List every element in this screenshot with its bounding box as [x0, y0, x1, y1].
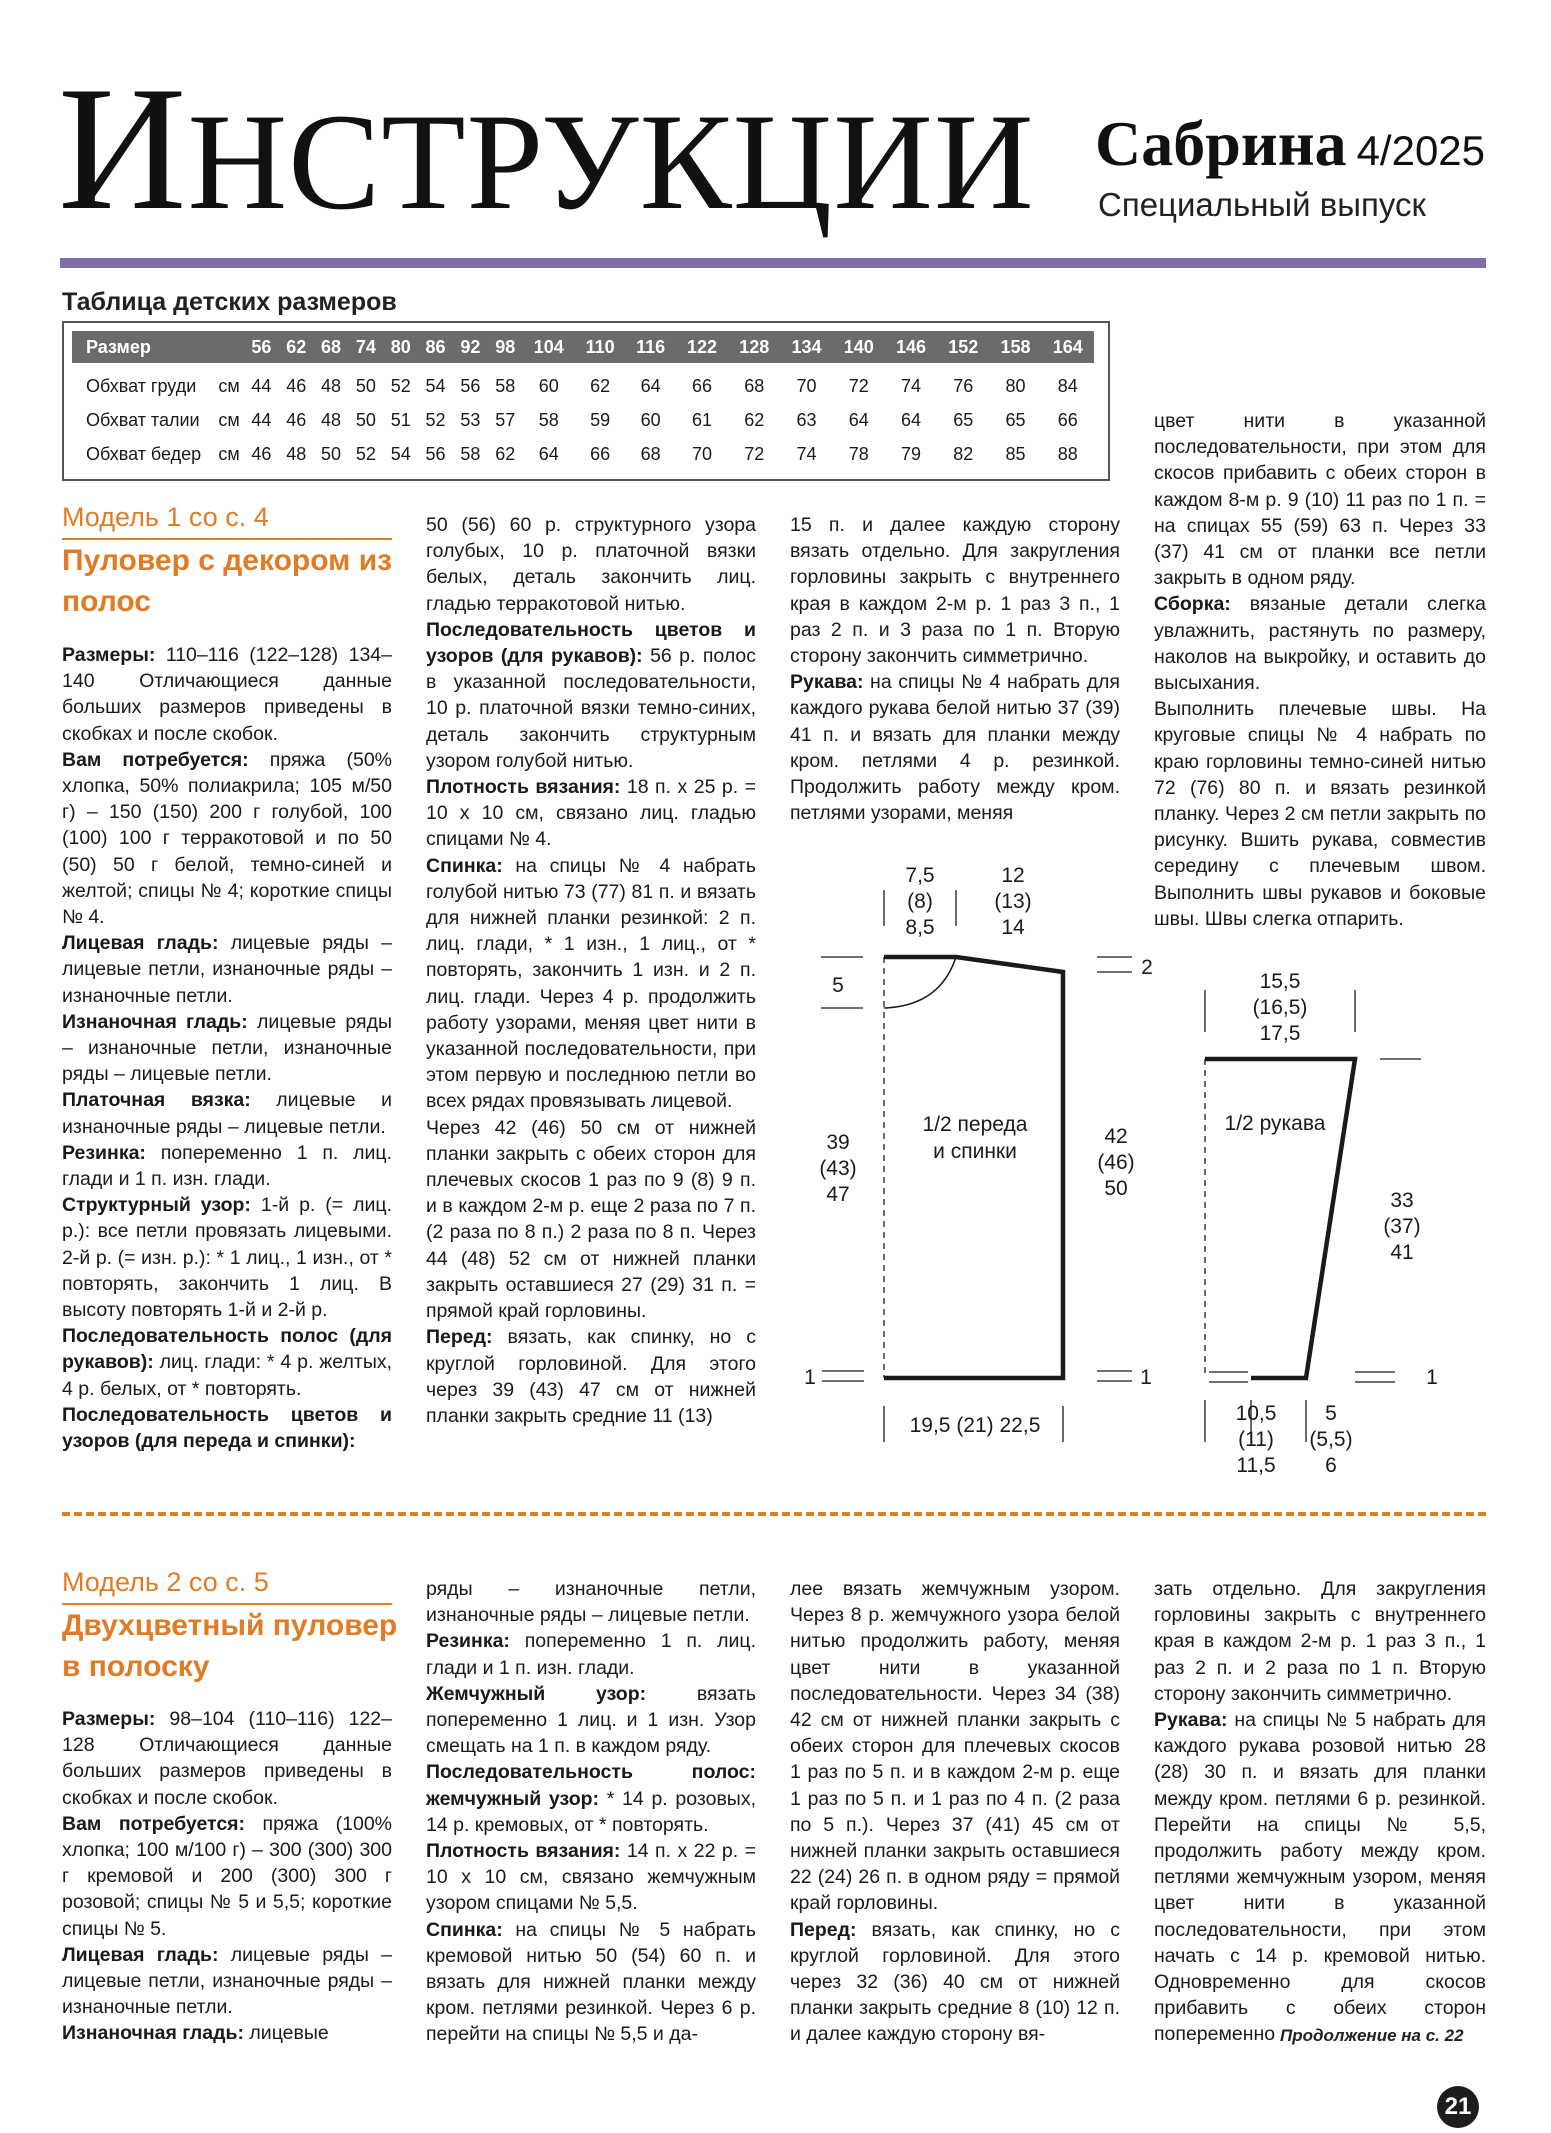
size-header-cell: 62	[279, 331, 314, 363]
measurement-value: 48	[286, 443, 307, 464]
unit-label: см	[218, 409, 240, 430]
model2-column-4	[1154, 1576, 1486, 2048]
measurement-value: 48	[321, 409, 342, 430]
shoulder-width-3: 14	[1001, 916, 1025, 939]
paragraph-text: цвет нити в указанной последовательности, при этом для скосов прибавить с обеих сторон в каждом 8-м р. 9 (10) 11 раз по 1 п. = на спицах 55 (59) 63 п. Через 33 (37) 41 см от планки все петли закрыть в одном ряду.	[1154, 410, 1486, 590]
measurement-value: 64	[640, 375, 661, 396]
size-table-heading: Таблица детских размеров	[62, 288, 397, 316]
measurement-value: 58	[538, 409, 559, 430]
side-left-2: (43)	[819, 1157, 857, 1180]
shoulder-width-1: 12	[1001, 864, 1025, 887]
paragraph-text: * 14 р. розовых, 14 р. кремовых, от * повторять.	[426, 1787, 756, 1836]
measurement-value: 56	[460, 375, 481, 396]
hem-mark-right: 1	[1140, 1366, 1152, 1389]
sleeve-bottom-1: 10,5	[1235, 1402, 1277, 1425]
measurement-value: 65	[1005, 409, 1026, 430]
paragraph-text: 14 п. х 22 р. = 10 х 10 см, связано жемчужным узором спицами № 5,5.	[426, 1840, 756, 1915]
size-header-label: Размер	[72, 331, 214, 363]
measurement-value: 48	[321, 375, 342, 396]
measurement-value: 74	[900, 375, 922, 396]
measurement-value: 72	[744, 443, 765, 464]
paragraph-text: 56 р. полос в указанной последовательности, 10 р. платочной вязки темно-синих, деталь закончить структурным узором голубой нитью.	[426, 645, 757, 772]
measurement-value: 44	[251, 409, 272, 430]
paragraph-text: вязать, как спинку, но с круглой горловиной. Для этого через 39 (43) 47 см от нижней планки закрыть средние 11 (13)	[426, 1326, 756, 1427]
measurement-value: 64	[538, 443, 559, 464]
paragraph-text: Выполнить плечевые швы. На круговые спицы № 4 набрать по краю горловины темно-синей нитью 72 (76) 80 п. и вязать резинкой планку. Через 2 см петли закрыть по рисунку. Вшить рукава, совместив середину с плечевым швом. Выполнить швы рукавов и боковые швы. Швы слегка отпарить.	[1154, 698, 1486, 930]
sleeve-length-1: 33	[1390, 1189, 1414, 1212]
measurement-value: 51	[390, 409, 411, 430]
measurement-value: 57	[495, 409, 516, 430]
paragraph-text: 110–116 (122–128) 134–140 Отличающиеся данные больших размеров приведены в скобках и после скобок.	[62, 644, 392, 745]
paragraph-text: лицевые	[244, 2022, 329, 2045]
paragraph-text: пряжа (100% хлопка; 100 м/100 г) – 300 (300) 300 г кремовой и 200 (300) 300 г розовой; спицы № 5 и 5,5; короткие спицы № 5.	[62, 1812, 393, 1940]
paragraph-label: Платочная вязка:	[62, 1089, 251, 1112]
measurement-value: 64	[900, 409, 922, 430]
measurement-value: 46	[286, 375, 307, 396]
paragraph-label: Рукава:	[790, 671, 864, 694]
measurement-value: 50	[321, 443, 342, 464]
shoulder-width-2: (13)	[994, 890, 1032, 913]
measurement-value: 52	[425, 409, 446, 430]
paragraph-label: Последовательность полос: жемчужный узор:	[426, 1761, 756, 1810]
paragraph-text: 1-й р. (= лиц. р.): все петли провязать лицевыми. 2-й р. (= изн. р.): * 1 лиц., 1 изн., от * повторять, закончить 1 лиц. В высоту повторять 1-й и 2-й р.	[62, 1194, 393, 1322]
paragraph-text: 50 (56) 60 р. структурного узора голубых, 10 р. платочной вязки белых, деталь закончить лиц. гладью терракотовой нитью.	[426, 514, 756, 615]
paragraph-label: Сборка:	[1154, 593, 1231, 616]
paragraph-label: Резинка:	[62, 1141, 146, 1164]
shoulder-drop: 2	[1141, 956, 1153, 979]
paragraph-label: Лицевая гладь:	[62, 932, 219, 955]
measurement-value: 54	[425, 375, 446, 396]
measurement-value: 78	[848, 443, 869, 464]
unit-label: см	[218, 375, 240, 396]
size-header-cell: 110	[575, 331, 626, 363]
section-divider	[62, 1512, 1486, 1516]
paragraph-text: лицевые ряды – изнаночные петли, изнаночные ряды – лицевые петли.	[62, 1010, 392, 1086]
size-header-cell: 122	[676, 331, 728, 363]
size-header-cell: 164	[1042, 331, 1094, 363]
side-right-2: (46)	[1097, 1151, 1135, 1174]
measurement-value: 64	[848, 409, 869, 430]
paragraph-text: вязаные детали слегка увлажнить, растянуть по размеру, наколов на выкройку, и оставить до высыхания.	[1154, 593, 1486, 695]
size-header-cell: 116	[625, 331, 676, 363]
measurement-value: 52	[355, 443, 376, 464]
side-left-1: 39	[826, 1131, 850, 1154]
measurement-value: 58	[495, 375, 516, 396]
neck-width-3: 8,5	[905, 916, 935, 939]
measurement-value: 68	[640, 443, 661, 464]
instruction-paragraph	[426, 1576, 756, 1628]
paragraph-text: Через 42 (46) 50 см от нижней планки закрыть с обеих сторон для плечевых скосов 1 раз по 9 (8) 9 п. и в каждом 2-м р. еще 2 раза по 7 п. (2 раза по 8 п.) 2 раза по 8 п. Через 44 (48) 52 см от нижней планки закрыть оставшиеся 27 (29) 31 п. = прямой край горловины.	[426, 1116, 756, 1323]
paragraph-label: Последовательность цветов и узоров (для рукавов):	[426, 618, 756, 668]
paragraph-label: Последовательность полос (для рукавов):	[62, 1325, 392, 1374]
paragraph-label: Размеры:	[62, 1708, 156, 1730]
measurement-value: 85	[1005, 443, 1026, 464]
measurement-value: 74	[796, 443, 817, 464]
sleeve-length-3: 41	[1390, 1241, 1414, 1264]
model1-title: Пуловер с декором из полос	[62, 544, 393, 618]
page-title: ИНСТРУКЦИИ	[58, 49, 1035, 247]
size-header-cell: 152	[937, 331, 989, 363]
measurement-value: 65	[953, 409, 974, 430]
continued-note: Продолжение на с. 22	[1280, 2026, 1464, 2045]
paragraph-label: Рукава:	[1154, 1709, 1228, 1732]
measurement-value: 62	[744, 409, 765, 430]
paragraph-text: лее вязать жемчужным узором. Через 8 р. жемчужного узора белой нитью продолжить работу, меняя цвет нити в указанной последовательности. Через 34 (38) 42 см от нижней планки закрыть с обеих сторон для плечевых скосов 1 раз по 5 п. и в каждом 2-м р. еще 1 раз по 5 п. и 1 раз по 4 п. (2 раза по 5 п.). Через 37 (41) 45 см от нижней планки закрыть оставшиеся 22 (24) 26 п. в одном ряду = прямой край горловины.	[790, 1578, 1120, 1915]
instruction-paragraph	[426, 1681, 756, 1760]
paragraph-label: Резинка:	[426, 1630, 510, 1653]
paragraph-label: Спинка:	[426, 854, 503, 877]
unit-label: см	[218, 443, 240, 464]
instruction-paragraph	[790, 1576, 1120, 1917]
size-header-cell: 98	[488, 331, 523, 363]
page-number: 21	[1437, 2086, 1479, 2128]
size-header-cell: 80	[383, 331, 418, 363]
paragraph-label: Вам потребуется:	[62, 1812, 246, 1835]
measurement-value: 46	[286, 409, 307, 430]
sleeve-top-1: 15,5	[1259, 970, 1301, 993]
paragraph-label: Изнаночная гладь:	[62, 1010, 248, 1033]
paragraph-label: Структурный узор:	[62, 1194, 251, 1217]
paragraph-label: Вам потребуется:	[62, 748, 249, 771]
measurement-value: 80	[1005, 375, 1026, 396]
sleeve-hem-mark: 1	[1426, 1366, 1438, 1389]
paragraph-label: Размеры:	[62, 644, 156, 666]
magazine-subtitle: Специальный выпуск	[1098, 186, 1426, 223]
paragraph-text: ряды – изнаночные петли, изнаночные ряды – лицевые петли.	[426, 1578, 756, 1627]
side-right-1: 42	[1104, 1125, 1128, 1148]
measurement-value: 44	[251, 375, 272, 396]
paragraph-label: Перед:	[426, 1326, 493, 1349]
measurement-value: 62	[495, 443, 516, 464]
measurement-value: 59	[590, 409, 611, 430]
paragraph-text: 98–104 (110–116) 122–128 Отличающиеся данные больших размеров приведены в скобках и после скобок.	[62, 1708, 392, 1809]
measurement-value: 66	[1057, 409, 1078, 430]
model1-reference: Модель 1 со с. 4	[62, 502, 269, 532]
measurement-value: 50	[355, 409, 376, 430]
paragraph-text: 18 п. х 25 р. = 10 х 10 см, связано лиц. гладью спицами № 4.	[426, 776, 756, 851]
measurement-value: 46	[251, 443, 272, 464]
body-piece-outline	[884, 957, 1063, 1378]
paragraph-text: вязать попеременно 1 лиц. и 1 изн. Узор смещать на 1 п. в каждом ряду.	[426, 1682, 756, 1758]
instruction-paragraph	[426, 1838, 756, 1917]
size-header-cell: 128	[728, 331, 780, 363]
paragraph-text: лиц. глади: * 4 р. желтых, 4 р. белых, от * повторять.	[62, 1351, 392, 1400]
front-neckline-curve	[884, 957, 956, 1008]
measurement-value: 84	[1057, 375, 1078, 396]
size-header-cell: 140	[833, 331, 885, 363]
paragraph-text: 15 п. и далее каждую сторону вязать отдельно. Для закругления горловины закрыть с внутреннего края в каждом 2-м р. 1 раз 3 п., 1 раз 2 п. и 3 раза по 1 п. Вторую сторону закончить симметрично.	[790, 514, 1120, 668]
instruction-paragraph	[1154, 1707, 1486, 2048]
paragraph-text: лицевые ряды – лицевые петли, изнаночные ряды – изнаночные петли.	[62, 932, 392, 1007]
body-label-line1: 1/2 переда	[922, 1113, 1028, 1136]
model2-reference: Модель 2 со с. 5	[62, 1567, 269, 1597]
paragraph-label: Перед:	[790, 1918, 857, 1941]
sleeve-bottom-2: (11)	[1238, 1428, 1274, 1451]
measurement-value: 88	[1057, 443, 1078, 464]
paragraph-label: Лицевая гладь:	[62, 1943, 219, 1966]
model2-column-1	[62, 1706, 392, 2047]
sleeve-inc-2: (5,5)	[1309, 1428, 1353, 1451]
size-header-cell: 158	[989, 331, 1041, 363]
measurement-label: Обхват бедер	[86, 443, 202, 464]
measurement-value: 60	[640, 409, 661, 430]
measurement-label: Обхват талии	[86, 409, 200, 430]
instruction-paragraph	[62, 1942, 392, 2021]
size-header-cell: 146	[885, 331, 937, 363]
instruction-paragraph	[426, 1917, 756, 2048]
measurement-value: 56	[425, 443, 446, 464]
sleeve-bottom-3: 11,5	[1236, 1454, 1276, 1477]
side-right-3: 50	[1104, 1177, 1128, 1200]
paragraph-text: лицевые ряды – лицевые петли, изнаночные ряды – изнаночные петли.	[62, 1943, 392, 2019]
measurement-value: 66	[691, 375, 713, 396]
instruction-paragraph	[62, 1706, 392, 1811]
size-header-cell: 86	[418, 331, 453, 363]
instruction-paragraph	[1154, 1576, 1486, 1707]
measurement-value: 82	[953, 443, 974, 464]
paragraph-text: пряжа (50% хлопка, 50% полиакрила; 105 м/50 г) – 150 (150) 200 г голубой, 100 (100) 100 г терракотовой и по 50 (50) 50 г белой, темно-синей и желтой; спицы № 4; короткие спицы № 4.	[62, 748, 392, 929]
measurement-value: 52	[390, 375, 411, 396]
instruction-paragraph	[790, 1917, 1120, 2048]
paragraph-text: вязать, как спинку, но с круглой горловиной. Для этого через 32 (36) 40 см от нижней планки закрыть средние 8 (10) 12 п. и далее каждую сторону вя-	[790, 1918, 1120, 2046]
paragraph-label: Жемчужный узор:	[426, 1682, 647, 1705]
body-label-line2: и спинки	[933, 1140, 1017, 1163]
neck-width-1: 7,5	[905, 864, 935, 887]
measurement-value: 79	[900, 443, 922, 464]
sleeve-length-2: (37)	[1383, 1215, 1421, 1238]
neck-width-2: (8)	[907, 890, 933, 913]
side-left-3: 47	[826, 1183, 850, 1206]
paragraph-text: зать отдельно. Для закругления горловины закрыть с внутреннего края в каждом 2-м р. 1 раз 3 п., 1 раз 2 п. и 2 раза по 1 п. Вторую сторону закончить симметрично.	[1154, 1578, 1486, 1705]
measurement-value: 62	[590, 375, 611, 396]
size-header-cell: 74	[348, 331, 383, 363]
paragraph-label: Плотность вязания:	[426, 776, 621, 799]
measurement-value: 61	[691, 409, 713, 430]
paragraph-text: на спицы № 4 набрать голубой нитью 73 (77) 81 п. и вязать для нижней планки резинкой: 2 п. лиц. глади, * 1 изн., 1 лиц., от * повторять, закончить 1 изн. и 2 п. лиц. глади. Через 4 р. продолжить работу узорами, меняя цвет нити в указанной последовательности, при этом первую и последнюю петли во всех рядах провязывать лицевой.	[426, 854, 756, 1113]
instruction-paragraph	[426, 1759, 756, 1838]
size-header-cell: 56	[244, 331, 279, 363]
measurement-value: 72	[848, 375, 869, 396]
sleeve-top-2: (16,5)	[1252, 996, 1308, 1019]
issue-number: 4/2025	[1356, 127, 1486, 174]
measurement-value: 58	[460, 443, 481, 464]
measurement-label: Обхват груди	[86, 375, 197, 396]
model2-title: Двухцветный пуловер в полоску	[62, 1609, 398, 1683]
measurement-value: 60	[538, 375, 559, 396]
body-bottom-width: 19,5 (21) 22,5	[909, 1414, 1041, 1437]
size-header-cell: 104	[523, 331, 575, 363]
size-header-cell: 68	[314, 331, 349, 363]
measurement-value: 63	[796, 409, 817, 430]
sleeve-piece-outline	[1205, 1059, 1355, 1378]
instruction-paragraph	[62, 2020, 392, 2046]
sleeve-inc-3: 6	[1325, 1454, 1337, 1477]
paragraph-label: Плотность вязания:	[426, 1840, 621, 1863]
instruction-paragraph	[62, 1811, 392, 1942]
paragraph-label: Изнаночная гладь:	[62, 2022, 245, 2045]
measurement-value: 66	[590, 443, 611, 464]
paragraph-text: на спицы № 4 набрать для каждого рукава белой нитью 37 (39) 41 п. и вязать для планки между кром. петлями 4 р. резинкой. Продолжить работу между кром. петлями узорами, меняя	[790, 671, 1120, 825]
model2-column-3	[790, 1576, 1120, 2048]
measurement-value: 70	[691, 443, 713, 464]
measurement-value: 70	[796, 375, 817, 396]
magazine-name: Сабрина 4/2025	[1095, 108, 1486, 179]
sleeve-label: 1/2 рукава	[1224, 1112, 1326, 1135]
paragraph-text: на спицы № 5 набрать кремовой нитью 50 (54) 60 п. и вязать для нижней планки между кром. петлями резинкой. Через 6 р. перейти на спицы № 5,5 и да-	[426, 1918, 756, 2046]
paragraph-text: попеременно 1 п. лиц. глади и 1 п. изн. глади.	[426, 1630, 756, 1679]
paragraph-label: Спинка:	[426, 1918, 503, 1941]
paragraph-text: лицевые и изнаночные ряды – лицевые петли.	[62, 1089, 392, 1138]
paragraph-text: попеременно 1 п. лиц. глади и 1 п. изн. глади.	[62, 1141, 392, 1191]
measurement-value: 68	[744, 375, 765, 396]
size-header-cell: 92	[453, 331, 488, 363]
model2-column-2	[426, 1576, 756, 2048]
measurement-value: 50	[355, 375, 376, 396]
sleeve-inc-1: 5	[1325, 1402, 1337, 1425]
paragraph-label: Последовательность цветов и узоров (для переда и спинки):	[62, 1403, 392, 1453]
measurement-value: 53	[460, 409, 481, 430]
instruction-paragraph	[426, 1628, 756, 1680]
paragraph-text: на спицы № 5 набрать для каждого рукава розовой нитью 28 (28) 30 п. и вязать для планки между кром. петлями 6 р. резинкой. Перейти на спицы № 5,5, продолжить работу между кром. петлями жемчужным узором, меняя цвет нити в указанной последовательности, при этом начать с 14 р. кремовой нитью. Одновременно для скосов прибавить с обеих сторон попеременно	[1154, 1709, 1486, 2046]
measurement-value: 76	[953, 375, 974, 396]
size-header-cell: 134	[780, 331, 832, 363]
hem-mark-left: 1	[804, 1366, 816, 1389]
measurement-value: 54	[390, 443, 411, 464]
sleeve-top-3: 17,5	[1259, 1022, 1301, 1045]
neck-depth: 5	[832, 974, 844, 997]
